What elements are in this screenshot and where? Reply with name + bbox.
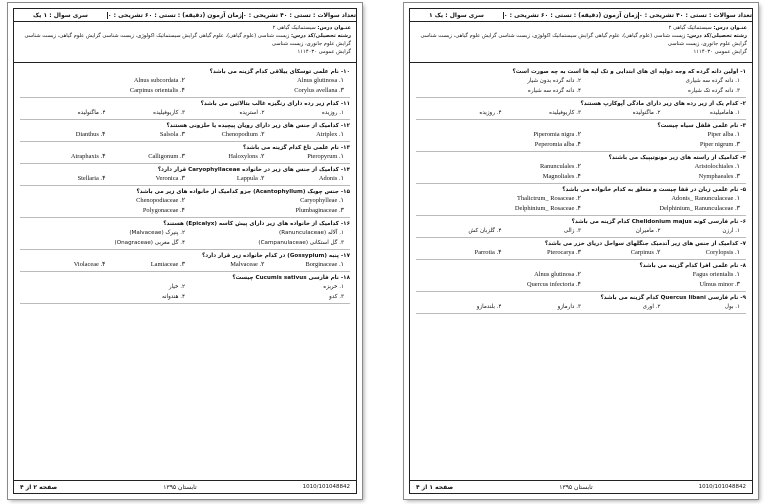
answer-option[interactable]: ۴. بلندمازو	[476, 304, 502, 310]
answer-option[interactable]: Delphinium_ Rosaceae .۴	[514, 205, 581, 212]
answer-option[interactable]: Chenopodiaceae .۲	[136, 197, 185, 204]
answer-options	[416, 248, 746, 258]
questions-list	[410, 64, 752, 480]
exam-code: 1010/101048842	[698, 484, 746, 490]
answer-options	[20, 130, 350, 140]
answer-options	[20, 152, 350, 162]
question-item	[20, 100, 350, 120]
answer-option[interactable]: Nymphaeales .۳	[698, 173, 740, 180]
question-item	[416, 240, 746, 260]
answer-option[interactable]: Pterocarya .۳	[547, 249, 581, 256]
answer-option[interactable]: Malvaceae .۲	[230, 261, 265, 268]
question-divider	[416, 237, 746, 238]
answer-options	[20, 108, 350, 118]
field-of-study-continued: گرایش عمومی ۱۱۱۴۰۳۰	[297, 49, 351, 55]
questions-list	[14, 64, 356, 480]
answer-option[interactable]: ۱. ارزن	[722, 228, 740, 234]
question-divider	[416, 183, 746, 184]
question-item	[20, 188, 350, 218]
field-label: رشته تحصیلی/کد درس:	[290, 33, 351, 39]
answer-option[interactable]: ۳. دارمازو	[557, 304, 581, 310]
answer-option[interactable]: ۴. ماگنولیده	[77, 110, 106, 116]
question-count: تعداد سوالات : تستی : ۴۰ تشریحی : ۰	[243, 11, 356, 19]
answer-options	[416, 226, 746, 236]
course-label: عنـوان درس:	[713, 25, 747, 31]
question-item	[416, 218, 746, 238]
answer-option[interactable]: Ulmus minor .۳	[699, 281, 740, 288]
answer-option[interactable]: Piperomia nigra .۲	[533, 131, 581, 138]
question-item	[416, 186, 746, 216]
answer-options	[416, 302, 746, 312]
answer-options	[20, 228, 350, 248]
field-of-study-continued: گرایش عمومی ۱۱۱۴۰۳۰	[693, 49, 747, 55]
answer-option[interactable]: Pteropyrum .۱	[307, 153, 344, 160]
question-item	[416, 100, 746, 120]
answer-options	[416, 130, 746, 150]
answer-option[interactable]: ۱. دانه گرده سه شیاری	[685, 78, 740, 84]
answer-option[interactable]: ۴. روزیده	[479, 110, 502, 116]
question-text: ۱۷- پنبه (Gossypium) در کدام خانواده زیر قرار دارد؟	[201, 253, 350, 259]
answer-option[interactable]: ۳. گل استکانی (Campanulaceae)	[258, 240, 344, 246]
question-divider	[416, 151, 746, 152]
answer-option[interactable]: ۴. گل مغربی (Onagraceae)	[114, 240, 185, 246]
answer-option[interactable]: Borginaceae .۱	[305, 261, 344, 268]
answer-option[interactable]: Chenopodium .۲	[221, 131, 265, 138]
question-text: ۱۸- نام فارسی Cucumis sativus چیست؟	[232, 275, 350, 281]
question-divider	[20, 119, 350, 120]
answer-option[interactable]: Adonis_ Ranunculaceae .۱	[671, 195, 740, 202]
answer-option[interactable]: ۲. خیار	[168, 284, 185, 290]
question-series: سری سوال : ۱ یک	[14, 12, 108, 19]
question-text: ۴- کدامیک از راسته های زیر مونوتیپیک می باشند؟	[608, 155, 746, 161]
answer-option[interactable]: ۴. دانه گرده سه شیاره	[527, 88, 581, 94]
answer-option[interactable]: Piper alba .۱	[707, 131, 740, 138]
answer-option[interactable]: Dianthus .۴	[75, 131, 106, 138]
page-footer	[410, 480, 752, 493]
answer-options	[416, 108, 746, 118]
course-title: سیستماتیک گیاهی ۲	[668, 25, 712, 31]
exam-time: زمان آزمون (دقیقه) : تستی : ۶۰ تشریحی : ۰	[107, 11, 243, 19]
field-label: رشته تحصیلی/کد درس:	[686, 33, 747, 39]
question-divider	[20, 303, 350, 304]
question-divider	[416, 291, 746, 292]
answer-option[interactable]: ۴. هندوانه	[162, 294, 185, 300]
course-info	[410, 21, 752, 63]
question-text: ۱۳- نام علمی تاغ کدام گزینه می باشد؟	[243, 145, 350, 151]
answer-options	[416, 194, 746, 214]
answer-option[interactable]: Calligonum .۳	[148, 153, 185, 160]
page-number: صفحه ۲ از ۴	[20, 483, 58, 491]
answer-option[interactable]: Polygonaceae .۴	[142, 207, 185, 214]
answer-option[interactable]: ۲. ماميران	[635, 228, 661, 234]
question-text: ۱۲- کدامیک از جنس های زیر دارای رویان پیچیده یا حلزونی هستند؟	[166, 123, 350, 129]
question-text: ۸- نام علمی افرا کدام گزینه می باشد؟	[639, 263, 746, 269]
question-series: سری سوال : یک ۱	[410, 12, 504, 19]
answer-options	[416, 76, 746, 96]
answer-option[interactable]: Carpinus .۲	[630, 249, 661, 256]
answer-option[interactable]: Ranunculales .۲	[539, 163, 581, 170]
answer-option[interactable]: ۱. هامامیلیده	[709, 110, 740, 116]
answer-option[interactable]: Haloxylons .۲	[228, 153, 265, 160]
question-text: ۱۱- کدام زیر رده دارای رنگیزه غالب بتالائین می باشد؟	[200, 101, 350, 107]
answer-option[interactable]: Peperomia alba .۴	[534, 141, 581, 148]
question-text: ۱۰- نام علمی توسکای ییلاقی کدام گزینه می باشد؟	[209, 69, 350, 75]
answer-option[interactable]: Delphinium_ Ranunculaceae .۳	[659, 205, 740, 212]
answer-options	[20, 174, 350, 184]
answer-options	[20, 282, 350, 302]
exam-term: تابستان ۱۳۹۵	[559, 483, 593, 491]
answer-options	[416, 162, 746, 182]
page-frame	[13, 8, 357, 494]
question-item	[20, 122, 350, 142]
answer-option[interactable]: Lappula .۲	[236, 175, 265, 182]
answer-option[interactable]: ۲. ماگنولیده	[632, 110, 661, 116]
answer-option[interactable]: Alnus subcordata .۲	[133, 77, 185, 84]
question-divider	[20, 185, 350, 186]
question-item	[416, 122, 746, 152]
question-divider	[416, 119, 746, 120]
answer-options	[20, 196, 350, 216]
answer-option[interactable]: Salsola .۳	[159, 131, 185, 138]
question-text: ۲- کدام یک از زیر رده های زیر دارای مادگی آپوکارپ هستند؟	[580, 101, 746, 107]
question-item	[20, 166, 350, 186]
question-text: ۳- نام علمی فلفل سیاه چیست؟	[657, 123, 746, 129]
answer-option[interactable]: Magnoliales .۴	[542, 173, 581, 180]
field-of-study: زیست شناسی (علوم گیاهی)، علوم گیاهی گرایش سیستماتیک اکولوژی، زیست شناسی گرایش علوم گیاهی، زیست شناسی گرایش علوم جانوری، زیست شناسی	[24, 33, 351, 47]
answer-option[interactable]: ۲. استریده	[239, 110, 265, 116]
answer-option[interactable]: ۲. پنیرک (Malvaceae)	[129, 230, 185, 236]
answer-options	[20, 76, 350, 96]
answer-option[interactable]: ۱. آلاله (Ranunculaceae)	[279, 230, 344, 236]
question-divider	[416, 97, 746, 98]
answer-option[interactable]: ۱. خربزه	[323, 284, 344, 290]
exam-page-2	[8, 3, 362, 499]
exam-term: تابستان ۱۳۹۵	[163, 483, 197, 491]
answer-option[interactable]: Lamiaceae .۳	[150, 261, 185, 268]
exam-page-1	[404, 3, 758, 499]
question-text: ۱۵- جنس چوبک (Acantophyllum) جزو کدامیک از خانواده های زیر می باشد؟	[136, 189, 350, 195]
question-item	[416, 154, 746, 184]
question-divider	[20, 217, 350, 218]
page-number: صفحه ۱ از ۴	[416, 483, 454, 491]
question-item	[20, 144, 350, 164]
answer-options	[416, 270, 746, 290]
answer-option[interactable]: Piper nigrum .۳	[699, 141, 740, 148]
question-text: ۱۶- کدامیک از خانواده های زیر دارای پیش کاسه (Epicalyx) هستند؟	[163, 221, 350, 227]
question-item	[20, 274, 350, 304]
question-divider	[20, 141, 350, 142]
answer-option[interactable]: Thalictrum_ Rosaceae .۲	[517, 195, 581, 202]
page-frame	[409, 8, 753, 494]
question-divider	[20, 271, 350, 272]
answer-option[interactable]: Violaceae .۴	[73, 261, 106, 268]
question-item	[416, 68, 746, 98]
answer-option[interactable]: ۳. کدو	[329, 294, 344, 300]
question-item	[20, 220, 350, 250]
answer-option[interactable]: Alnus glutinosa .۲	[534, 271, 581, 278]
answer-option[interactable]: Stellaria .۴	[77, 175, 106, 182]
question-item	[416, 294, 746, 314]
question-text: ۶- نام فارسی کونه Chelidonium majus کدام گزینه می باشد؟	[571, 219, 746, 225]
answer-option[interactable]: ۳. زالی	[563, 228, 581, 234]
answer-option[interactable]: Alnus glutinosa .۱	[297, 77, 344, 84]
answer-option[interactable]: ۲. دانه گرده بدون شیار	[527, 78, 581, 84]
field-of-study: زیست شناسی (علوم گیاهی)، علوم گیاهی گرایش سیستماتیک اکولوژی، زیست شناسی گرایش علوم گیاهی، زیست شناسی گرایش علوم جانوری، زیست شناسی	[420, 33, 747, 47]
question-text: ۵- نام علمی زبان در قفا چیست و متعلق به کدام خانواده می باشد؟	[562, 187, 746, 193]
answer-option[interactable]: Carpinus orientalis .۴	[129, 87, 185, 94]
answer-option[interactable]: Corylus avellana .۳	[294, 87, 344, 94]
answer-option[interactable]: Parrotia .۴	[474, 249, 502, 256]
question-divider	[20, 163, 350, 164]
answer-option[interactable]: ۳. کاریوفیلیده	[549, 110, 581, 116]
answer-option[interactable]: ۴. گلزبان کش	[468, 228, 502, 234]
course-label: عنـوان درس:	[317, 25, 351, 31]
exam-code: 1010/101048842	[302, 484, 350, 490]
answer-option[interactable]: Veronica .۳	[155, 175, 185, 182]
question-divider	[416, 215, 746, 216]
answer-option[interactable]: ۱. روزیده	[321, 110, 344, 116]
question-item	[20, 252, 350, 272]
answer-option[interactable]: ۳. کاریوفیلیده	[153, 110, 185, 116]
answer-option[interactable]: ۲. اوری	[642, 304, 661, 310]
answer-option[interactable]: Adonis .۱	[318, 175, 344, 182]
answer-option[interactable]: Quercus infectoria .۴	[526, 281, 581, 288]
question-count: تعداد سوالات : تستی : ۴۰ تشریحی : ۰	[639, 11, 752, 19]
question-item	[416, 262, 746, 292]
question-item	[20, 68, 350, 98]
course-title: سیستماتیک گیاهی ۲	[272, 25, 316, 31]
question-text: ۱۴- کدامیک از جنس های زیر در خانواده Caryophyllaceae قرار دارد؟	[157, 167, 350, 173]
answer-option[interactable]: ۳. دانه گرده تک شیاره	[688, 88, 740, 94]
answer-option[interactable]: Plumbaginaceae .۳	[295, 207, 344, 214]
question-text: ۹- نام فارسی Quercus libani کدام گزینه می باشد؟	[600, 295, 746, 301]
question-text: ۷- کدامیک از جنس های زیر آندمیک جنگلهای سواحل دریای خزر می باشد؟	[544, 241, 746, 247]
answer-option[interactable]: Aristolochiales .۱	[694, 163, 740, 170]
answer-option[interactable]: Atraphaxis .۴	[70, 153, 106, 160]
answer-option[interactable]: ۱. بول	[724, 304, 740, 310]
answer-option[interactable]: Corylopsis .۱	[705, 249, 740, 256]
exam-time: زمان آزمون (دقیقه) : تستی : ۶۰ تشریحی : ۰	[503, 11, 639, 19]
answer-options	[20, 260, 350, 270]
question-text: ۱- اولین دانه گرده که وجه دولپه ای های ابتدایی و تک لپه ها است به چه صورت است؟	[512, 69, 746, 75]
question-divider	[20, 249, 350, 250]
question-divider	[20, 97, 350, 98]
question-divider	[416, 259, 746, 260]
question-divider	[416, 313, 746, 314]
course-info	[14, 21, 356, 63]
page-footer	[14, 480, 356, 493]
answer-option[interactable]: Atriplex .۱	[316, 131, 344, 138]
answer-option[interactable]: Fagus orientalis .۱	[692, 271, 740, 278]
answer-option[interactable]: Caryophylleae .۱	[300, 197, 344, 204]
